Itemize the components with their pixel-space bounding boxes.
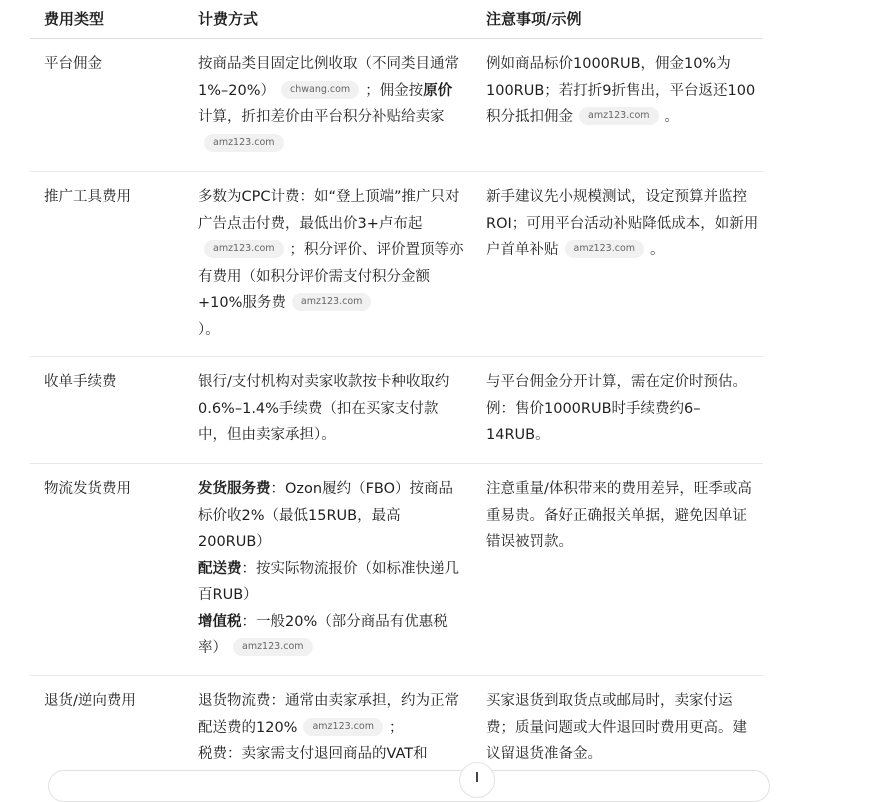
- billing-method-cell: [184, 464, 470, 675]
- fee-type-cell: 退货/逆向费用: [44, 693, 136, 709]
- cell-text: 新手建议先小规模测试，设定预算并监控ROI；可用平台活动补贴降低成本，如新用户首单补贴: [486, 189, 759, 258]
- fee-type-cell: 收单手续费: [44, 374, 117, 390]
- billing-method-cell: [184, 172, 470, 356]
- source-link-badge[interactable]: amz123.com: [204, 134, 284, 152]
- table-header-row: [30, 0, 763, 39]
- source-link-badge[interactable]: amz123.com: [565, 240, 645, 258]
- notes-cell: 买家退货到取货点或邮局时，卖家付运费；质量问题或大件退回时费用更高。建议留退货准备金。: [486, 693, 747, 762]
- billing-method-cell: 银行/支付机构对卖家收款按卡种收取约0.6%–1.4%手续费（扣在买家支付款中，但由卖家承担）。: [198, 374, 450, 443]
- cell-text: 多数为CPC计费：如“登上顶端”推广只对广告点击付费，最低出价3+卢布起: [198, 189, 460, 232]
- source-link-badge[interactable]: amz123.com: [233, 638, 313, 656]
- cell-text: 退货物流费：通常由卖家承担，约为正常配送费的120%: [198, 693, 459, 736]
- cell-text: ；佣金按: [365, 82, 424, 99]
- bold-term: 发货服务费: [198, 481, 271, 497]
- cell-text: ：Ozon履约（FBO）按商品标价收2%（最低15RUB，最高200RUB）: [198, 481, 454, 550]
- cell-text: 。: [650, 242, 665, 258]
- table-row: [30, 357, 763, 464]
- source-link-badge[interactable]: amz123.com: [579, 107, 659, 125]
- chat-input-bar[interactable]: [48, 770, 770, 802]
- table-row: [30, 464, 763, 676]
- bold-term: 原价: [423, 82, 453, 99]
- header-fee-type: 费用类型: [44, 10, 105, 28]
- cell-text: 税费：卖家需支付退回商品的VAT和: [198, 746, 428, 762]
- fee-type-cell: 推广工具费用: [44, 189, 131, 205]
- notes-cell: 注意重量/体积带来的费用差异，旺季或高重易贵。备好正确报关单据，避免因单证错误被罚款。: [486, 481, 752, 550]
- fee-table: [30, 0, 763, 786]
- fee-type-cell: 平台佣金: [44, 56, 102, 72]
- cell-text: 。: [664, 109, 680, 125]
- source-link-badge[interactable]: chwang.com: [281, 81, 359, 99]
- billing-method-cell: [184, 39, 470, 171]
- cell-text: ）。: [198, 321, 220, 338]
- source-link-badge[interactable]: amz123.com: [292, 293, 372, 311]
- cell-text: ；积分评价、评价置顶等亦有费用（如积分评价需支付积分金额+10%服务费: [198, 242, 464, 311]
- cell-text: 按商品类目固定比例收取（不同类目通常1%–20%）: [198, 56, 459, 99]
- header-billing-method: 计费方式: [198, 10, 259, 28]
- notes-cell: [470, 39, 763, 171]
- bold-term: 配送费: [198, 560, 242, 577]
- notes-cell: 与平台佣金分开计算，需在定价时预估。例：售价1000RUB时手续费约6–14RUB。: [486, 374, 747, 443]
- bold-term: 增值税: [198, 613, 242, 630]
- cell-text: 例如商品标价1000RUB，佣金10%为100RUB；若打折9折售出，平台返还100积分抵扣佣金: [486, 56, 756, 125]
- fee-type-cell: 物流发货费用: [44, 481, 131, 497]
- table-row: [30, 172, 763, 357]
- cell-text: 计算，折扣差价由平台积分补贴给卖家: [198, 109, 445, 125]
- source-link-badge[interactable]: amz123.com: [303, 718, 383, 736]
- table-row: [30, 39, 763, 172]
- cell-text: ：一般20%（部分商品有优惠税率）: [198, 613, 448, 656]
- cell-text: ；: [388, 719, 404, 736]
- source-link-badge[interactable]: amz123.com: [204, 240, 284, 258]
- header-notes: 注意事项/示例: [486, 10, 582, 28]
- cell-text: ：按实际物流报价（如标准快递几百RUB）: [198, 560, 459, 603]
- scroll-down-button[interactable]: [459, 762, 495, 798]
- notes-cell: [470, 172, 763, 356]
